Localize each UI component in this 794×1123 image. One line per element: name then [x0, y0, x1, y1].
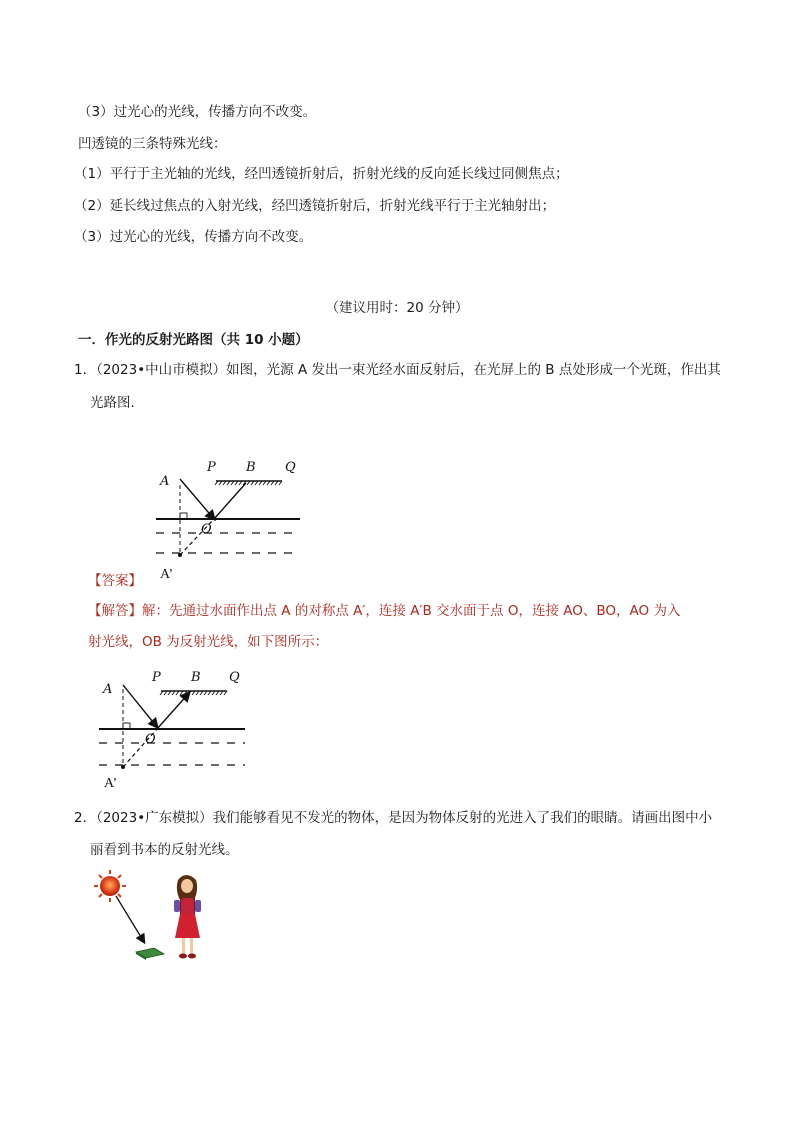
q1-text-line1 [74, 360, 721, 380]
q1-analysis-line2: 射光线，OB 为反射光线，如下图所示： [88, 634, 329, 650]
q1-answer-label: 【答案】 [88, 573, 142, 589]
q1-analysis-label: 【解答】 [88, 603, 142, 619]
q2-text-line2: 丽看到书本的反射光线。 [90, 842, 239, 858]
q2-incident-ray [116, 896, 144, 942]
q1-question: 如图，光源 A 发出一束光经水面反射后，在光屏上的 B 点处形成一个光斑，作出其 [226, 362, 721, 378]
concave-title: 凹透镜的三条特殊光线： [78, 136, 227, 152]
q1-ans-label-a: A [103, 682, 113, 697]
q1-answer-figure [95, 665, 255, 780]
q1-ans-label-b: B [191, 670, 201, 685]
q1-ans-incident-ray [123, 685, 157, 727]
q1-ans-label-p: P [152, 670, 161, 685]
q1-reflected-ray [214, 483, 246, 519]
sun-icon [94, 870, 126, 902]
section-title: 一．作光的反射光路图（共 10 小题） [78, 332, 309, 348]
q2-question: 我们能够看见不发光的物体，是因为物体反射的光进入了我们的眼睛。请画出图中小 [212, 810, 713, 826]
q2-number: 2． [74, 810, 97, 826]
q1-fig-label-q: Q [285, 460, 296, 475]
q1-aprime-point [178, 553, 182, 557]
q1-fig-label-p: P [207, 460, 216, 475]
q1-ans-reflected-ray [157, 693, 189, 729]
girl-figure-icon [174, 875, 201, 959]
q1-fig-label-a: A [160, 474, 170, 489]
q1-ans-label-aprime: A’ [104, 776, 118, 791]
convex-rule-3: （3）过光心的光线，传播方向不改变。 [78, 104, 317, 120]
q1-fig-label-aprime: A’ [160, 567, 174, 582]
q1-analysis-line1 [88, 601, 680, 621]
q1-ans-label-q: Q [229, 670, 240, 685]
book-icon [136, 948, 164, 960]
concave-rule-3: （3）过光心的光线，传播方向不改变。 [74, 229, 313, 245]
q1-ans-label-o: O [145, 732, 156, 747]
q2-source: （2023•广东模拟） [96, 810, 213, 826]
suggested-time: （建议用时：20 分钟） [325, 300, 469, 316]
q1-fig-label-o: O [201, 522, 212, 537]
q1-question-figure [150, 455, 310, 570]
concave-rule-2: （2）延长线过焦点的入射光线，经凹透镜折射后，折射光线平行于主光轴射出； [74, 198, 556, 214]
concave-rule-1: （1）平行于主光轴的光线，经凹透镜折射后，折射光线的反向延长线过同侧焦点； [74, 166, 569, 182]
q1-fig-label-b: B [246, 460, 256, 475]
q1-ans-aprime-point [121, 765, 125, 769]
q1-text-line2: 光路图． [90, 395, 144, 411]
q2-text-line1 [74, 808, 712, 828]
q1-number: 1． [74, 362, 97, 378]
q2-figure [92, 868, 222, 968]
q1-source: （2023•中山市模拟） [96, 362, 227, 378]
q1-analysis-text1: 解：先通过水面作出点 A 的对称点 A′，连接 A′B 交水面于点 O，连接 AO、BO，AO 为入 [142, 603, 681, 619]
